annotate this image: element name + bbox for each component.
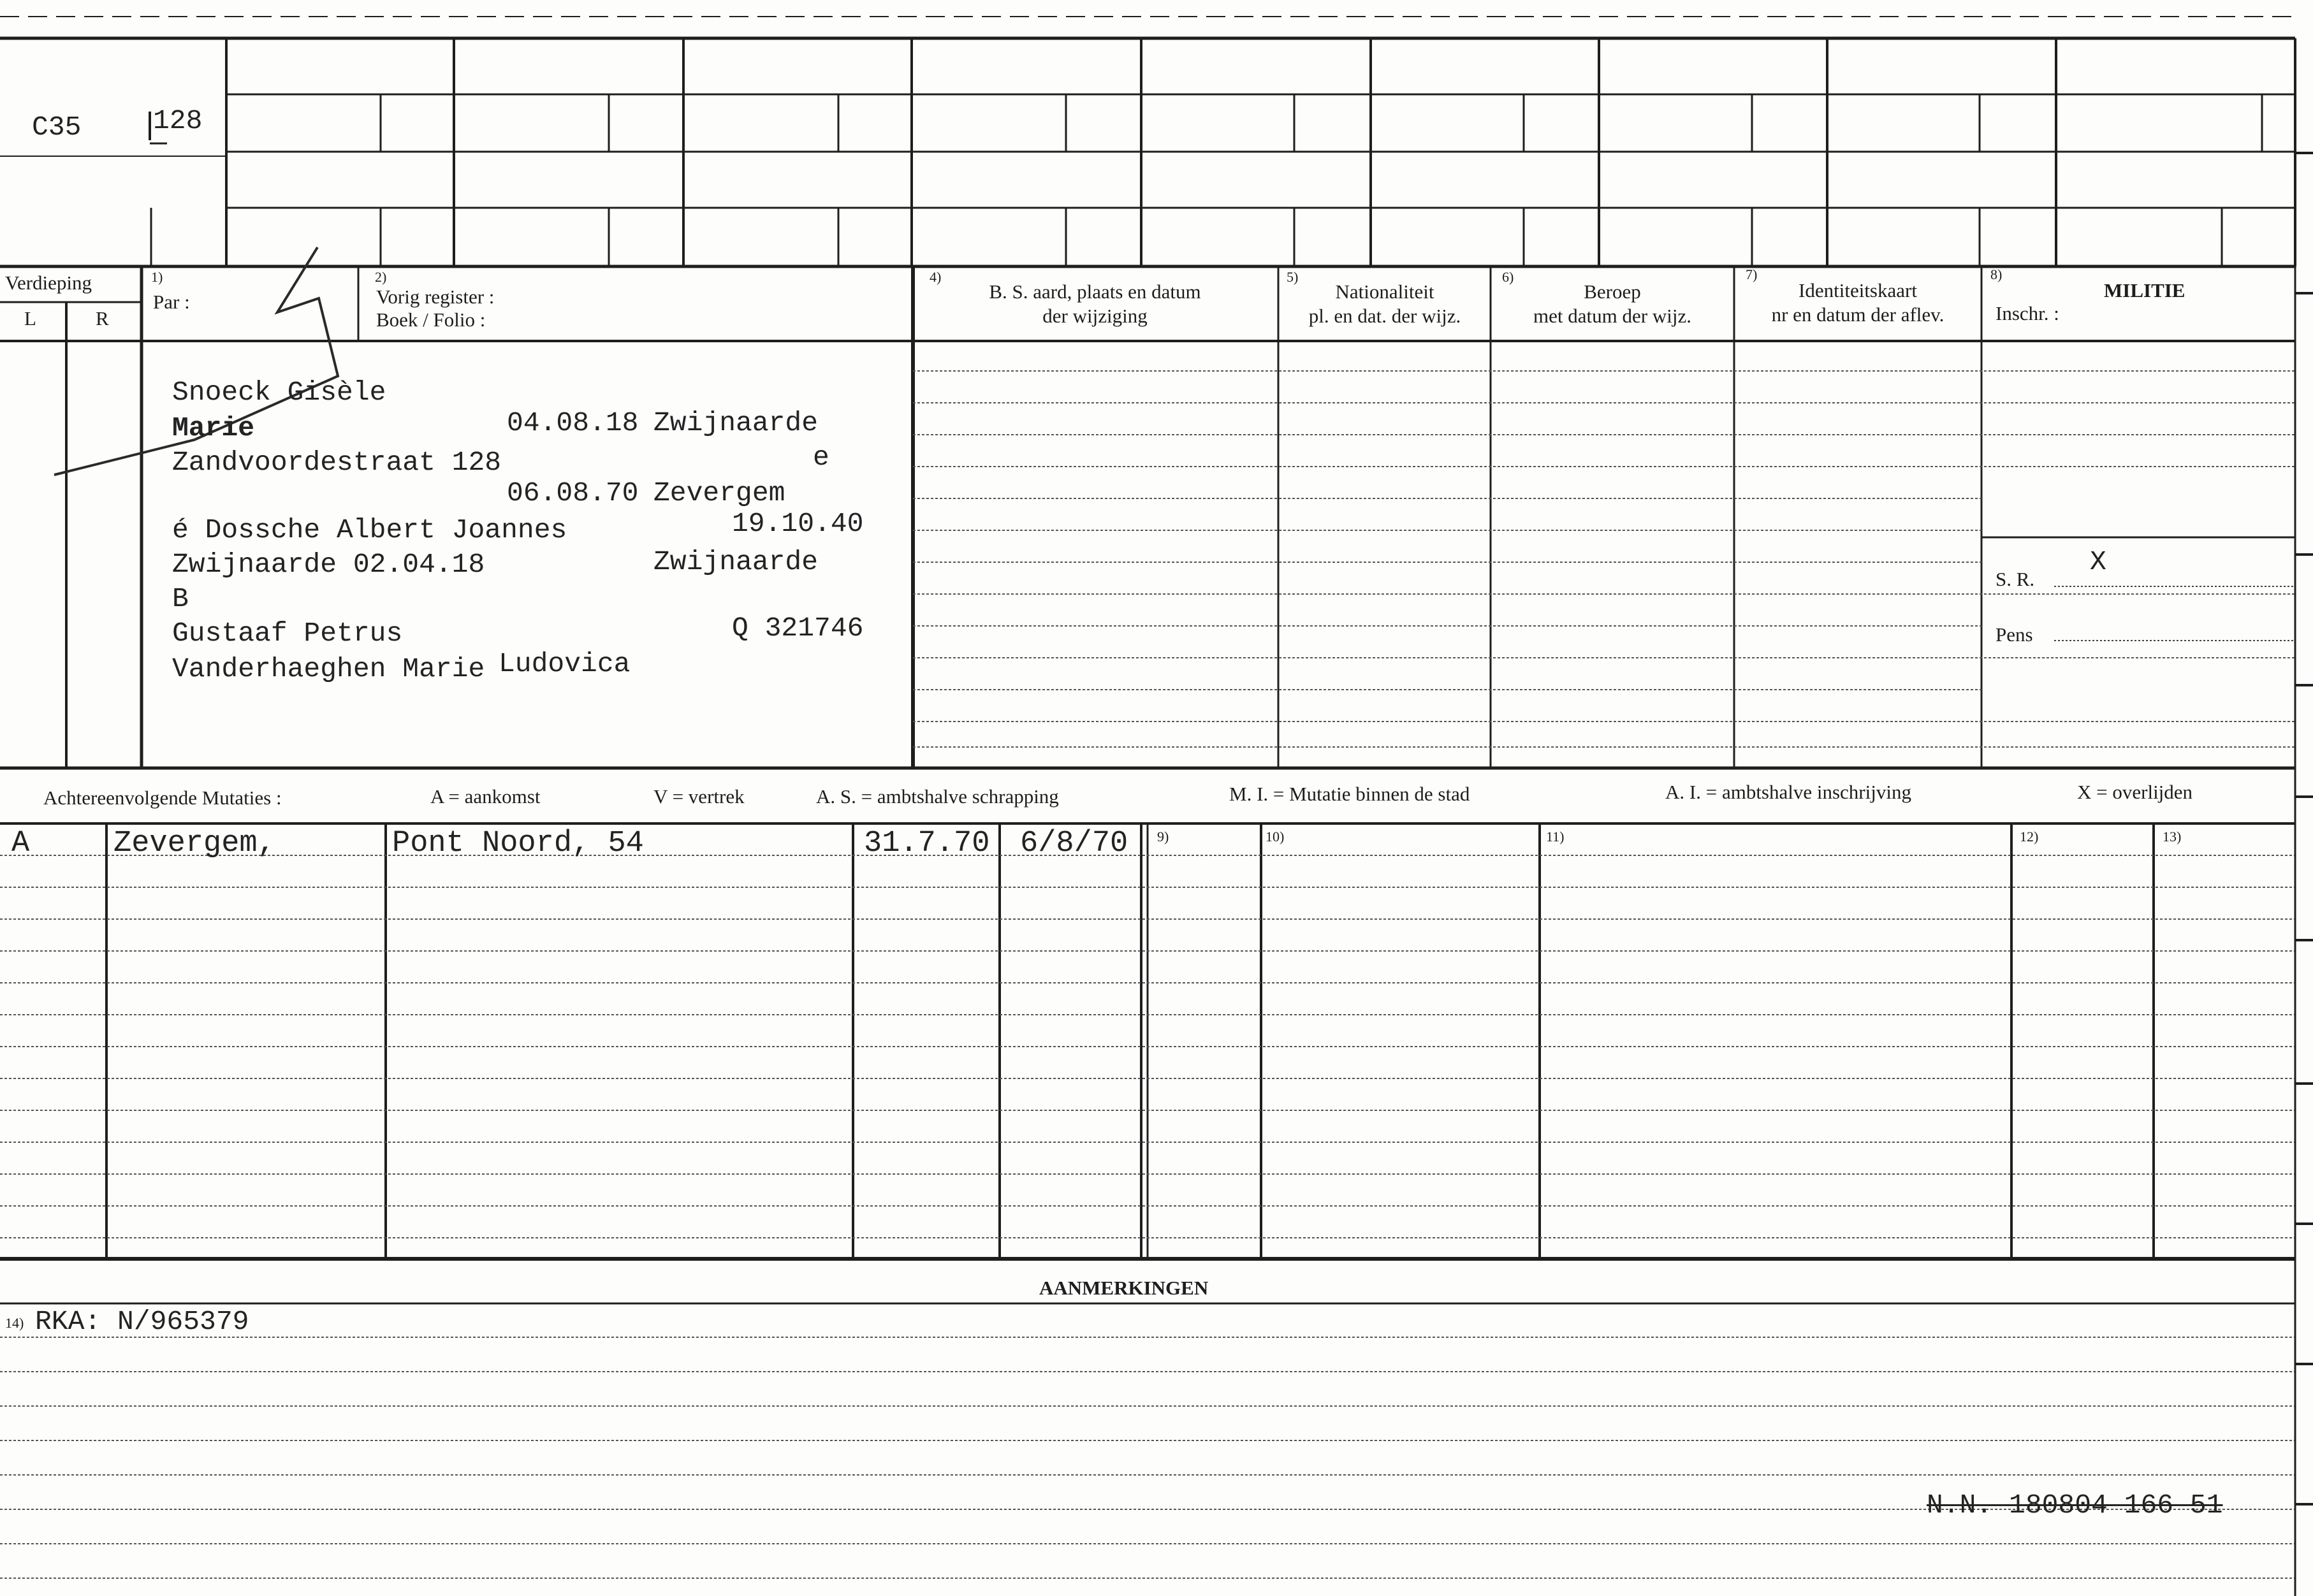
person-line-6-place: Zwijnaarde: [653, 546, 819, 577]
vorig-register-label: Vorig register :: [376, 286, 495, 308]
col4-number: 4): [930, 269, 942, 285]
mutation-place: Zevergem,: [113, 827, 275, 860]
col9-number: 9): [1157, 829, 1169, 845]
person-line-8-code: Q 321746: [732, 613, 864, 644]
person-line-4-date: 06.08.70: [507, 477, 639, 509]
col5-number: 5): [1287, 269, 1299, 285]
militie-sr-label: S. R.: [1996, 568, 2035, 590]
col13-number: 13): [2163, 829, 2182, 845]
col8-number: 8): [1990, 266, 2003, 282]
col7-header-2: nr en datum der aflev.: [1771, 303, 1945, 326]
col12-number: 12): [2020, 829, 2039, 845]
person-line-2-place: Zwijnaarde: [653, 407, 819, 439]
mutation-type: A: [11, 827, 30, 860]
col2-number: 2): [375, 269, 387, 285]
aanmerkingen-title: AANMERKINGEN: [1039, 1277, 1209, 1299]
militie-sr-value: X: [2090, 546, 2106, 577]
card-number: 128: [153, 105, 203, 136]
legend-title: Achtereenvolgende Mutaties :: [43, 787, 282, 809]
col7-number: 7): [1746, 266, 1758, 282]
boek-folio-label: Boek / Folio :: [376, 308, 486, 331]
person-line-9-b: Ludovica: [499, 648, 631, 679]
legend-v: V = vertrek: [653, 785, 745, 808]
legend-ai: A. I. = ambtshalve inschrijving: [1665, 781, 1911, 803]
verdieping-l-label: L: [24, 307, 36, 330]
col5-header-1: Nationaliteit: [1335, 280, 1434, 303]
legend-mi: M. I. = Mutatie binnen de stad: [1229, 783, 1470, 805]
national-number: N.N. 180804 166 51: [1927, 1490, 2223, 1521]
person-line-8: Gustaaf Petrus: [172, 618, 403, 649]
person-line-6: Zwijnaarde 02.04.18: [172, 549, 485, 580]
legend-a: A = aankomst: [430, 785, 541, 808]
mutation-date-1: 31.7.70: [864, 827, 990, 860]
remarks-number: 14): [5, 1315, 24, 1331]
remarks-line-1: RKA: N/965379: [35, 1306, 249, 1337]
person-line-9-a: Vanderhaeghen Marie: [172, 653, 485, 685]
mutation-address: Pont Noord, 54: [392, 827, 644, 860]
legend-as: A. S. = ambtshalve schrapping: [816, 785, 1059, 808]
militie-title: MILITIE: [2104, 279, 2185, 301]
person-line-5: é Dossche Albert Joannes: [172, 514, 567, 546]
person-line-2-date: 04.08.18: [507, 407, 639, 439]
col4-header-1: B. S. aard, plaats en datum: [989, 280, 1201, 303]
militie-inschr-label: Inschr. :: [1996, 302, 2059, 324]
person-line-1: Snoeck Gisèle: [172, 377, 386, 408]
person-line-7: B: [172, 583, 189, 614]
card-code: C35: [32, 112, 82, 143]
col6-header-1: Beroep: [1584, 280, 1641, 303]
col4-header-2: der wijziging: [1042, 305, 1148, 327]
col10-number: 10): [1266, 829, 1285, 845]
col11-number: 11): [1546, 829, 1565, 845]
col6-number: 6): [1502, 269, 1514, 285]
par-label: Par :: [153, 291, 190, 313]
militie-pens-label: Pens: [1996, 623, 2033, 646]
person-line-5-date: 19.10.40: [732, 508, 864, 539]
col7-header-1: Identiteitskaart: [1799, 279, 1917, 301]
mutation-date-2: 6/8/70: [1020, 827, 1128, 860]
col5-header-2: pl. en dat. der wijz.: [1308, 305, 1461, 327]
person-line-3-mark: e: [813, 442, 829, 473]
person-line-2-name: Marie: [172, 412, 255, 444]
verdieping-label: Verdieping: [5, 272, 92, 294]
verdieping-r-label: R: [96, 307, 109, 330]
col1-number: 1): [151, 269, 163, 285]
col6-header-2: met datum der wijz.: [1533, 305, 1691, 327]
legend-x: X = overlijden: [2077, 781, 2193, 803]
person-line-3: Zandvoordestraat 128: [172, 447, 502, 478]
person-line-4-place: Zevergem: [653, 477, 785, 509]
